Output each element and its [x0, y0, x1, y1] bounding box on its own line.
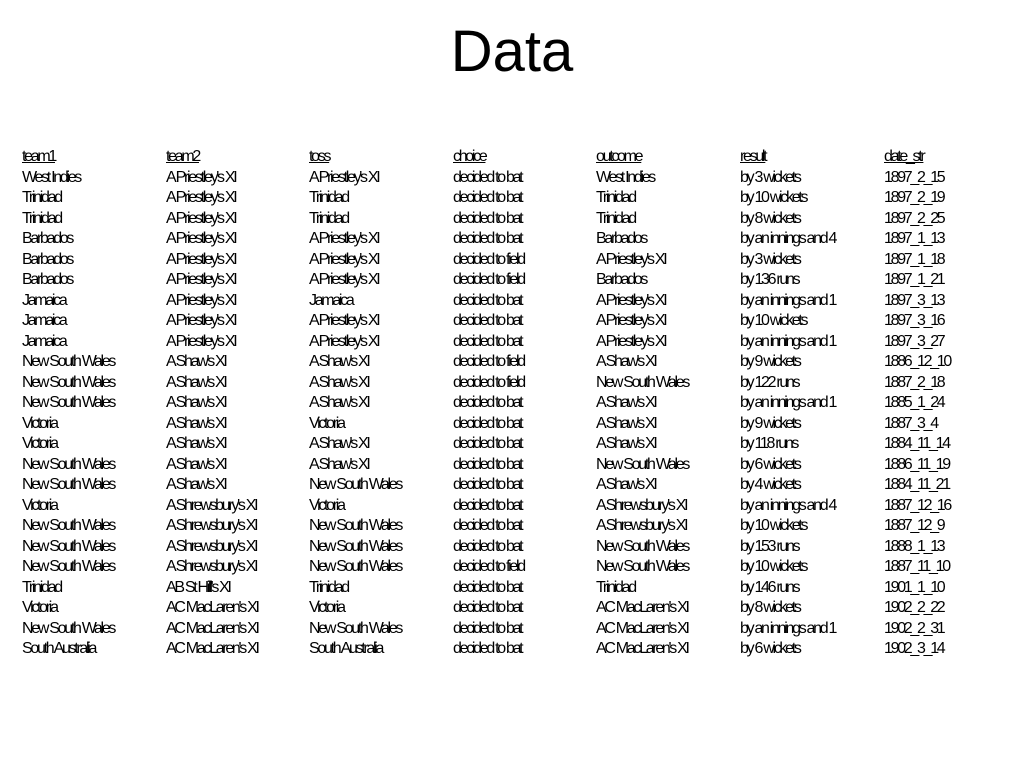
toss-cell: Victoria	[309, 414, 344, 432]
team1-cell: New South Wales	[22, 455, 115, 473]
choice-cell: decided to bat	[453, 599, 522, 616]
toss-cell: A Shaw's XI	[309, 373, 369, 391]
date-str-cell: 1886_11_19	[884, 455, 949, 473]
outcome-cell: AC MacLaren's XI	[596, 619, 688, 637]
result-cell: by 153 runs	[740, 537, 799, 555]
outcome-cell: New South Wales	[596, 455, 689, 473]
team2-cell: A Shaw's XI	[166, 455, 226, 473]
date-str-cell: 1887_11_10	[884, 558, 949, 575]
date-str-cell: 1897_3_27	[884, 332, 944, 350]
outcome-cell: Barbados	[596, 271, 647, 288]
toss-cell: A Priestley's XI	[309, 230, 379, 247]
toss-cell: A Priestley's XI	[309, 332, 379, 350]
team1-cell: New South Wales	[22, 394, 115, 411]
toss-cell: A Priestley's XI	[309, 271, 379, 288]
choice-cell: decided to bat	[453, 640, 522, 657]
result-cell: by 6 wickets	[740, 640, 800, 657]
team1-cell: Victoria	[22, 599, 57, 616]
team1-cell: New South Wales	[22, 373, 115, 391]
team2-cell: A Shrewsbury's XI	[166, 517, 257, 534]
outcome-cell: A Priestley's XI	[596, 250, 666, 268]
choice-cell: decided to bat	[453, 578, 522, 596]
date-str-cell: 1897_1_13	[884, 230, 944, 247]
result-cell: by 4 wickets	[740, 476, 800, 493]
choice-cell: decided to bat	[453, 230, 522, 247]
date-str-cell: 1888_1_13	[884, 537, 944, 555]
outcome-cell: A Shaw's XI	[596, 476, 656, 493]
choice-cell: decided to bat	[453, 517, 522, 534]
outcome-cell: New South Wales	[596, 558, 689, 575]
result-cell: by 118 runs	[740, 435, 798, 452]
outcome-cell: A Shaw's XI	[596, 414, 656, 432]
result-cell: by 9 wickets	[740, 414, 800, 432]
team2-cell: A Priestley's XI	[166, 332, 236, 350]
team2-cell: A Priestley's XI	[166, 291, 236, 309]
choice-cell: decided to bat	[453, 537, 522, 555]
team2-cell: A Shrewsbury's XI	[166, 537, 257, 555]
outcome-cell: A Priestley's XI	[596, 312, 666, 329]
team1-cell: Trinidad	[22, 209, 61, 227]
date-str-cell: 1897_3_13	[884, 291, 944, 309]
choice-cell: decided to bat	[453, 291, 522, 309]
team2-cell: AC MacLaren's XI	[166, 619, 258, 637]
choice-cell: decided to bat	[453, 455, 522, 473]
result-cell: by an innings and 1	[740, 619, 836, 637]
team2-cell: A Priestley's XI	[166, 312, 236, 329]
choice-cell: decided to bat	[453, 414, 522, 432]
team2-cell: A Priestley's XI	[166, 209, 236, 227]
date-str-cell: 1884_11_21	[884, 476, 949, 493]
team2-cell: A Shaw's XI	[166, 394, 226, 411]
result-cell: by an innings and 1	[740, 291, 836, 309]
outcome-cell: A Shaw's XI	[596, 435, 656, 452]
result-cell: by 8 wickets	[740, 599, 800, 616]
team1-cell: Victoria	[22, 496, 57, 514]
toss-cell: New South Wales	[309, 517, 402, 534]
toss-cell: Victoria	[309, 599, 344, 616]
team1-cell: New South Wales	[22, 537, 115, 555]
team1-cell: South Australia	[22, 640, 96, 657]
choice-cell: decided to field	[453, 250, 524, 268]
result-cell: by 8 wickets	[740, 209, 800, 227]
date-str-cell: 1887_3_4	[884, 414, 937, 432]
result-cell: by 122 runs	[740, 373, 799, 391]
outcome-cell: A Shrewsbury's XI	[596, 517, 687, 534]
toss-cell: Jamaica	[309, 291, 353, 309]
date-str-cell: 1897_1_18	[884, 250, 944, 268]
outcome-cell: A Priestley's XI	[596, 332, 666, 350]
team2-cell: A Shrewsbury's XI	[166, 558, 257, 575]
result-cell: by 3 wickets	[740, 250, 800, 268]
team1-cell: Victoria	[22, 435, 57, 452]
result-cell: by 10 wickets	[740, 517, 807, 534]
column-header-toss: toss	[309, 148, 330, 165]
result-cell: by an innings and 4	[740, 496, 836, 514]
team2-cell: A Shaw's XI	[166, 414, 226, 432]
column-header-outcome: outcome	[596, 148, 642, 165]
choice-cell: decided to bat	[453, 476, 522, 493]
choice-cell: decided to bat	[453, 496, 522, 514]
toss-cell: A Shaw's XI	[309, 455, 369, 473]
toss-cell: A Shaw's XI	[309, 394, 369, 411]
team1-cell: New South Wales	[22, 619, 115, 637]
date-str-cell: 1886_12_10	[884, 353, 950, 370]
outcome-cell: Trinidad	[596, 189, 635, 206]
team2-cell: A Shaw's XI	[166, 435, 226, 452]
date-str-cell: 1897_1_21	[884, 271, 944, 288]
team1-cell: West Indies	[22, 168, 80, 186]
team2-cell: AC MacLaren's XI	[166, 599, 258, 616]
toss-cell: A Shaw's XI	[309, 435, 369, 452]
outcome-cell: AC MacLaren's XI	[596, 599, 688, 616]
team1-cell: Jamaica	[22, 332, 66, 350]
team1-cell: Trinidad	[22, 578, 61, 596]
date-str-cell: 1897_2_15	[884, 168, 944, 186]
team2-cell: A Shaw's XI	[166, 353, 226, 370]
choice-cell: decided to bat	[453, 189, 522, 206]
date-str-cell: 1897_2_19	[884, 189, 944, 206]
result-cell: by 10 wickets	[740, 558, 807, 575]
page-title: Data	[450, 19, 574, 84]
team2-cell: A Priestley's XI	[166, 250, 236, 268]
outcome-cell: New South Wales	[596, 537, 689, 555]
choice-cell: decided to bat	[453, 209, 522, 227]
outcome-cell: A Shaw's XI	[596, 394, 656, 411]
team1-cell: New South Wales	[22, 558, 115, 575]
date-str-cell: 1897_2_25	[884, 209, 944, 227]
toss-cell: New South Wales	[309, 558, 402, 575]
date-str-cell: 1887_12_16	[884, 496, 950, 514]
toss-cell: New South Wales	[309, 476, 402, 493]
toss-cell: Trinidad	[309, 189, 348, 206]
result-cell: by 10 wickets	[740, 189, 807, 206]
outcome-cell: A Shaw's XI	[596, 353, 656, 370]
team1-cell: Trinidad	[22, 189, 61, 206]
outcome-cell: A Shrewsbury's XI	[596, 496, 687, 514]
team2-cell: AB St Hill's XI	[166, 578, 230, 596]
team2-cell: AC MacLaren's XI	[166, 640, 258, 657]
toss-cell: New South Wales	[309, 619, 402, 637]
choice-cell: decided to field	[453, 271, 524, 288]
team1-cell: Victoria	[22, 414, 57, 432]
toss-cell: A Shaw's XI	[309, 353, 369, 370]
team1-cell: Barbados	[22, 271, 73, 288]
result-cell: by 9 wickets	[740, 353, 800, 370]
outcome-cell: A Priestley's XI	[596, 291, 666, 309]
result-cell: by 6 wickets	[740, 455, 800, 473]
outcome-cell: Barbados	[596, 230, 647, 247]
toss-cell: Trinidad	[309, 209, 348, 227]
outcome-cell: West Indies	[596, 168, 654, 186]
choice-cell: decided to field	[453, 353, 524, 370]
date-str-cell: 1902_2_22	[884, 599, 944, 616]
team2-cell: A Priestley's XI	[166, 168, 236, 186]
team1-cell: Barbados	[22, 230, 73, 247]
column-header-date-str: date_str	[884, 148, 924, 165]
outcome-cell: New South Wales	[596, 373, 689, 391]
choice-cell: decided to bat	[453, 168, 522, 186]
date-str-cell: 1887_12_9	[884, 517, 944, 534]
result-cell: by an innings and 1	[740, 332, 836, 350]
team2-cell: A Priestley's XI	[166, 230, 236, 247]
team2-cell: A Shrewsbury's XI	[166, 496, 257, 514]
toss-cell: Victoria	[309, 496, 344, 514]
column-header-team2: team2	[166, 148, 199, 165]
toss-cell: New South Wales	[309, 537, 402, 555]
date-str-cell: 1885_1_24	[884, 394, 944, 411]
choice-cell: decided to field	[453, 373, 524, 391]
team2-cell: A Priestley's XI	[166, 271, 236, 288]
toss-cell: South Australia	[309, 640, 383, 657]
result-cell: by 10 wickets	[740, 312, 807, 329]
result-cell: by an innings and 1	[740, 394, 836, 411]
column-header-result: result	[740, 148, 766, 165]
outcome-cell: Trinidad	[596, 578, 635, 596]
team1-cell: New South Wales	[22, 476, 115, 493]
team2-cell: A Shaw's XI	[166, 476, 226, 493]
team2-cell: A Priestley's XI	[166, 189, 236, 206]
column-header-team1: team1	[22, 148, 55, 165]
choice-cell: decided to bat	[453, 394, 522, 411]
date-str-cell: 1887_2_18	[884, 373, 944, 391]
toss-cell: Trinidad	[309, 578, 348, 596]
team1-cell: New South Wales	[22, 517, 115, 534]
result-cell: by 146 runs	[740, 578, 799, 596]
date-str-cell: 1901_1_10	[884, 578, 944, 596]
outcome-cell: Trinidad	[596, 209, 635, 227]
choice-cell: decided to bat	[453, 312, 522, 329]
team1-cell: Barbados	[22, 250, 73, 268]
toss-cell: A Priestley's XI	[309, 312, 379, 329]
team2-cell: A Shaw's XI	[166, 373, 226, 391]
column-header-choice: choice	[453, 148, 486, 165]
result-cell: by an innings and 4	[740, 230, 836, 247]
outcome-cell: AC MacLaren's XI	[596, 640, 688, 657]
team1-cell: Jamaica	[22, 312, 66, 329]
choice-cell: decided to bat	[453, 435, 522, 452]
date-str-cell: 1902_3_14	[884, 640, 944, 657]
team1-cell: Jamaica	[22, 291, 66, 309]
result-cell: by 3 wickets	[740, 168, 800, 186]
team1-cell: New South Wales	[22, 353, 115, 370]
date-str-cell: 1884_11_14	[884, 435, 949, 452]
date-str-cell: 1902_2_31	[884, 619, 944, 637]
result-cell: by 136 runs	[740, 271, 799, 288]
choice-cell: decided to field	[453, 558, 524, 575]
toss-cell: A Priestley's XI	[309, 250, 379, 268]
toss-cell: A Priestley's XI	[309, 168, 379, 186]
choice-cell: decided to bat	[453, 332, 522, 350]
choice-cell: decided to bat	[453, 619, 522, 637]
date-str-cell: 1897_3_16	[884, 312, 944, 329]
